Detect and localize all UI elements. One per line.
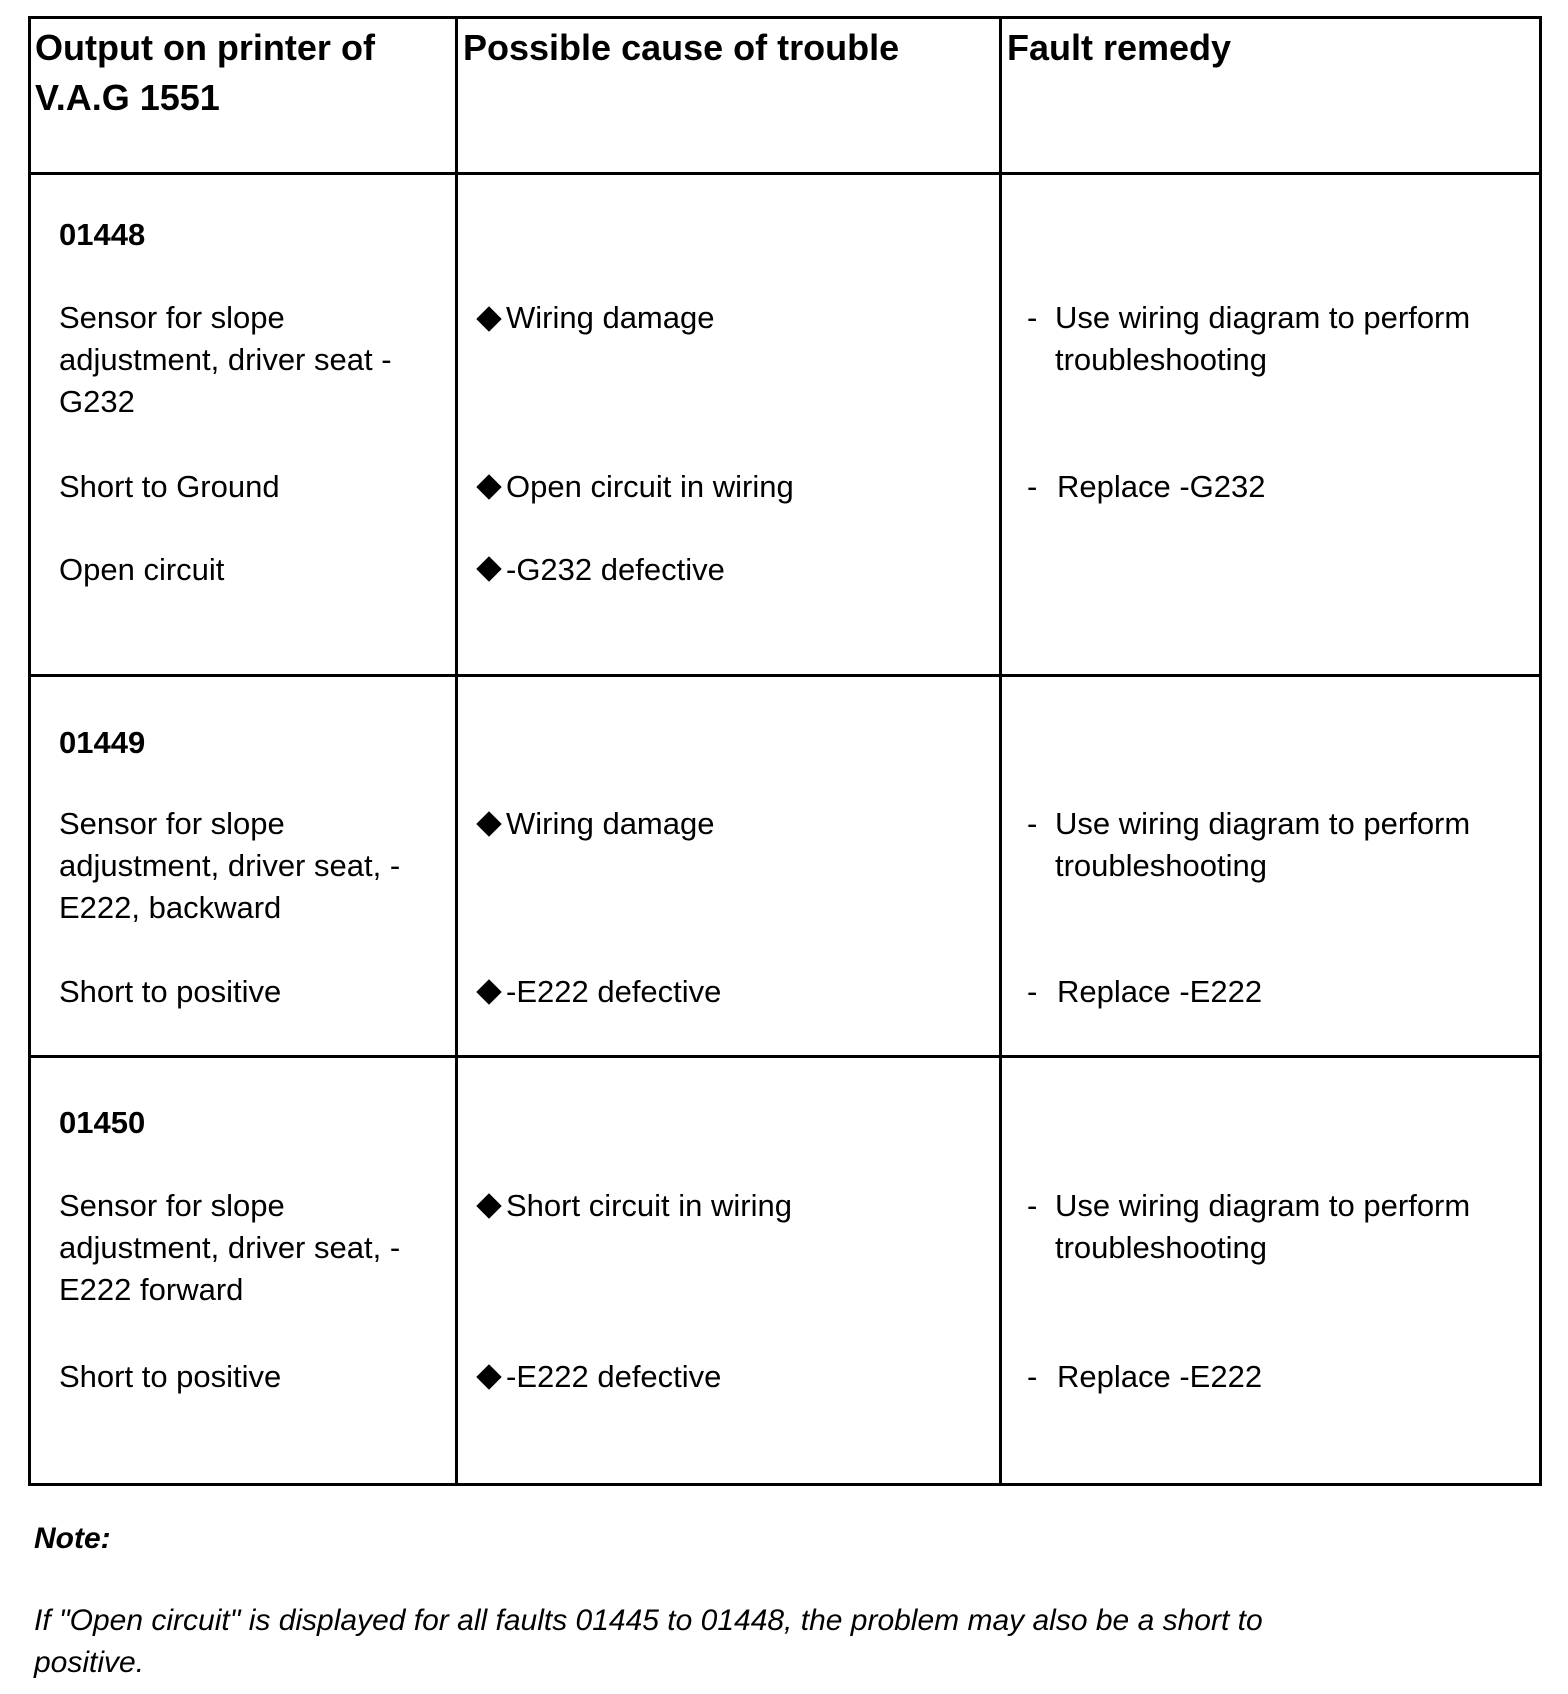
cause-item: Open circuit in wiring (506, 469, 794, 504)
note-text: If "Open circuit" is displayed for all faults 01445 to 01448, the problem may also be a short to positive. (34, 1604, 1263, 1679)
cause-item: -E222 defective (506, 1359, 722, 1394)
remedy-item: Replace -E222 (1057, 974, 1263, 1009)
cause-item: Wiring damage (506, 300, 715, 335)
remedy-dash: - (1027, 469, 1038, 504)
bullet-diamond-icon (476, 1364, 501, 1389)
note-title: Note: (34, 1522, 111, 1555)
column-divider (455, 19, 458, 1483)
fault-condition: Short to positive (59, 1359, 282, 1394)
fault-table (28, 16, 1542, 1486)
fault-code: 01450 (59, 1105, 146, 1140)
row-divider (31, 674, 1539, 677)
bullet-diamond-icon (476, 979, 501, 1004)
fault-code: 01449 (59, 725, 146, 760)
remedy-item: Replace -G232 (1057, 469, 1266, 504)
header-remedy-column: Fault remedy (1007, 27, 1232, 68)
column-divider (999, 19, 1002, 1483)
remedy-item: Use wiring diagram to perform troubleshooting (1055, 1188, 1471, 1265)
bullet-diamond-icon (476, 811, 501, 836)
remedy-item: Replace -E222 (1057, 1359, 1263, 1394)
header-output-column: Output on printer of V.A.G 1551 (35, 27, 375, 118)
bullet-diamond-icon (476, 474, 501, 499)
header-cause-column: Possible cause of trouble (463, 27, 900, 68)
row-divider (31, 1055, 1539, 1058)
cause-item: -G232 defective (506, 552, 725, 587)
fault-description: Sensor for slope adjustment, driver seat, - E222 forward (59, 1188, 401, 1307)
fault-condition: Short to positive (59, 974, 282, 1009)
bullet-diamond-icon (476, 1193, 501, 1218)
fault-condition: Open circuit (59, 552, 225, 587)
remedy-dash: - (1027, 1359, 1038, 1394)
fault-description: Sensor for slope adjustment, driver seat - G232 (59, 300, 392, 419)
bullet-diamond-icon (476, 306, 501, 331)
cause-item: Wiring damage (506, 806, 715, 841)
remedy-dash: - (1027, 1188, 1038, 1223)
bullet-diamond-icon (476, 556, 501, 581)
fault-description: Sensor for slope adjustment, driver seat, - E222, backward (59, 806, 401, 925)
remedy-dash: - (1027, 974, 1038, 1009)
fault-condition: Short to Ground (59, 469, 280, 504)
remedy-dash: - (1027, 806, 1038, 841)
fault-code: 01448 (59, 217, 146, 252)
cause-item: -E222 defective (506, 974, 722, 1009)
remedy-item: Use wiring diagram to perform troubleshooting (1055, 806, 1471, 883)
cause-item: Short circuit in wiring (506, 1188, 792, 1223)
remedy-item: Use wiring diagram to perform troubleshooting (1055, 300, 1471, 377)
remedy-dash: - (1027, 300, 1038, 335)
row-divider (31, 172, 1539, 175)
